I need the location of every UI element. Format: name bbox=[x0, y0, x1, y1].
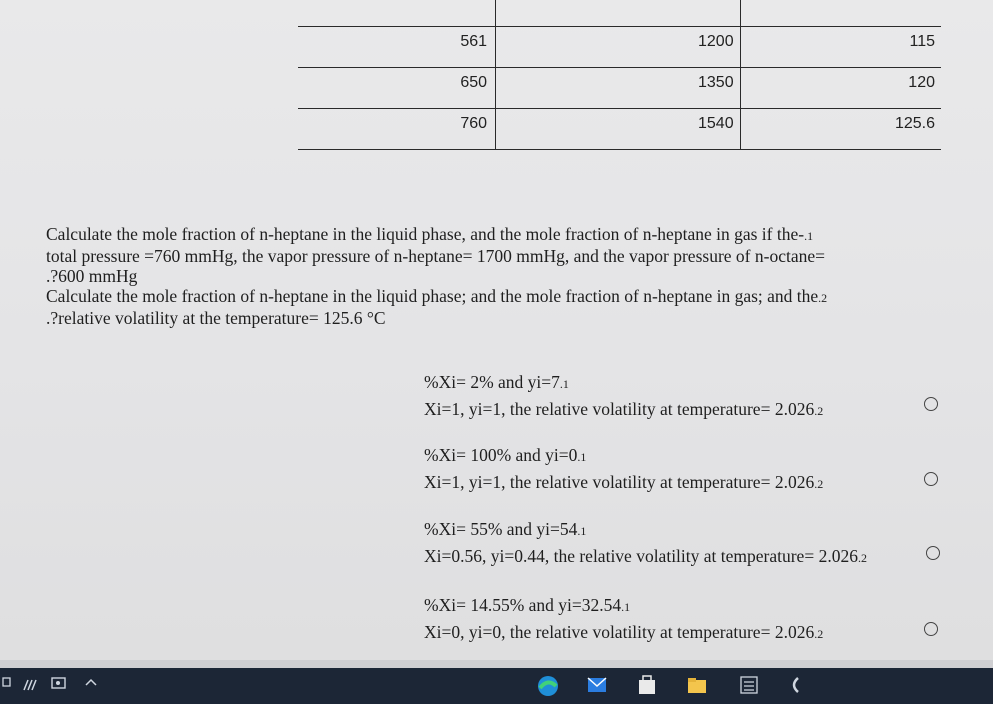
option-1-radio[interactable] bbox=[924, 397, 938, 411]
mail-icon[interactable] bbox=[586, 674, 608, 696]
taskbar bbox=[0, 668, 993, 704]
option-3-radio[interactable] bbox=[926, 546, 940, 560]
cell-octane: 760 bbox=[298, 109, 496, 150]
table-header-row bbox=[298, 0, 941, 27]
cell-octane: 561 bbox=[298, 27, 496, 68]
cell-heptane: 1350 bbox=[496, 68, 741, 109]
cell-heptane: 1200 bbox=[496, 27, 741, 68]
question-line: Calculate the mole fraction of n-heptane in the liquid phase; and the mole fraction of n-heptane in gas; and the.2 bbox=[46, 286, 828, 306]
cell-temp: 125.6 bbox=[740, 109, 941, 150]
calculator-icon[interactable] bbox=[738, 674, 760, 696]
option-line-2: Xi=1, yi=1, the relative volatility at temperature= 2.026.2 bbox=[424, 472, 824, 492]
option-2-radio[interactable] bbox=[924, 472, 938, 486]
option-line-1: %Xi= 55% and yi=54.1 bbox=[424, 519, 587, 539]
answer-option-3[interactable] bbox=[424, 517, 867, 571]
edge-browser-icon[interactable] bbox=[536, 674, 560, 698]
header-cell-octane bbox=[298, 0, 496, 27]
vapor-pressure-table bbox=[298, 0, 941, 150]
chevron-up-icon[interactable] bbox=[84, 676, 98, 688]
store-icon[interactable] bbox=[636, 674, 658, 696]
question-text bbox=[46, 224, 936, 328]
answer-option-1[interactable] bbox=[424, 370, 823, 424]
option-4-radio[interactable] bbox=[924, 622, 938, 636]
table-row bbox=[298, 109, 941, 150]
option-line-1: %Xi= 100% and yi=0.1 bbox=[424, 445, 587, 465]
display-icon[interactable] bbox=[50, 676, 68, 692]
header-cell-temp bbox=[740, 0, 941, 27]
app-icon[interactable] bbox=[786, 674, 802, 696]
option-line-2: Xi=1, yi=1, the relative volatility at temperature= 2.026.2 bbox=[424, 399, 824, 419]
option-line-1: %Xi= 2% and yi=7.1 bbox=[424, 372, 569, 392]
square-icon[interactable] bbox=[2, 676, 12, 688]
pen-icon[interactable] bbox=[22, 676, 40, 692]
option-line-2: Xi=0.56, yi=0.44, the relative volatility at temperature= 2.026.2 bbox=[424, 546, 867, 566]
header-cell-heptane bbox=[496, 0, 741, 27]
question-line: .?relative volatility at the temperature= 125.6 °C bbox=[46, 308, 386, 328]
answer-option-2[interactable] bbox=[424, 443, 823, 497]
question-line: Calculate the mole fraction of n-heptane in the liquid phase, and the mole fraction of n-heptane in gas if the-.1 bbox=[46, 224, 814, 244]
screen-bezel bbox=[0, 660, 993, 668]
answer-option-4[interactable] bbox=[424, 593, 823, 647]
option-line-2: Xi=0, yi=0, the relative volatility at temperature= 2.026.2 bbox=[424, 622, 824, 642]
cell-heptane: 1540 bbox=[496, 109, 741, 150]
cell-octane: 650 bbox=[298, 68, 496, 109]
option-line-1: %Xi= 14.55% and yi=32.54.1 bbox=[424, 595, 631, 615]
question-line: .?600 mmHg bbox=[46, 266, 138, 286]
question-line: total pressure =760 mmHg, the vapor pressure of n-heptane= 1700 mmHg, and the vapor pressure of n-octane= bbox=[46, 246, 825, 266]
table-row bbox=[298, 27, 941, 68]
data-table-container bbox=[298, 0, 941, 150]
table-row bbox=[298, 68, 941, 109]
cell-temp: 115 bbox=[740, 27, 941, 68]
cell-temp: 120 bbox=[740, 68, 941, 109]
folder-icon[interactable] bbox=[686, 674, 708, 696]
